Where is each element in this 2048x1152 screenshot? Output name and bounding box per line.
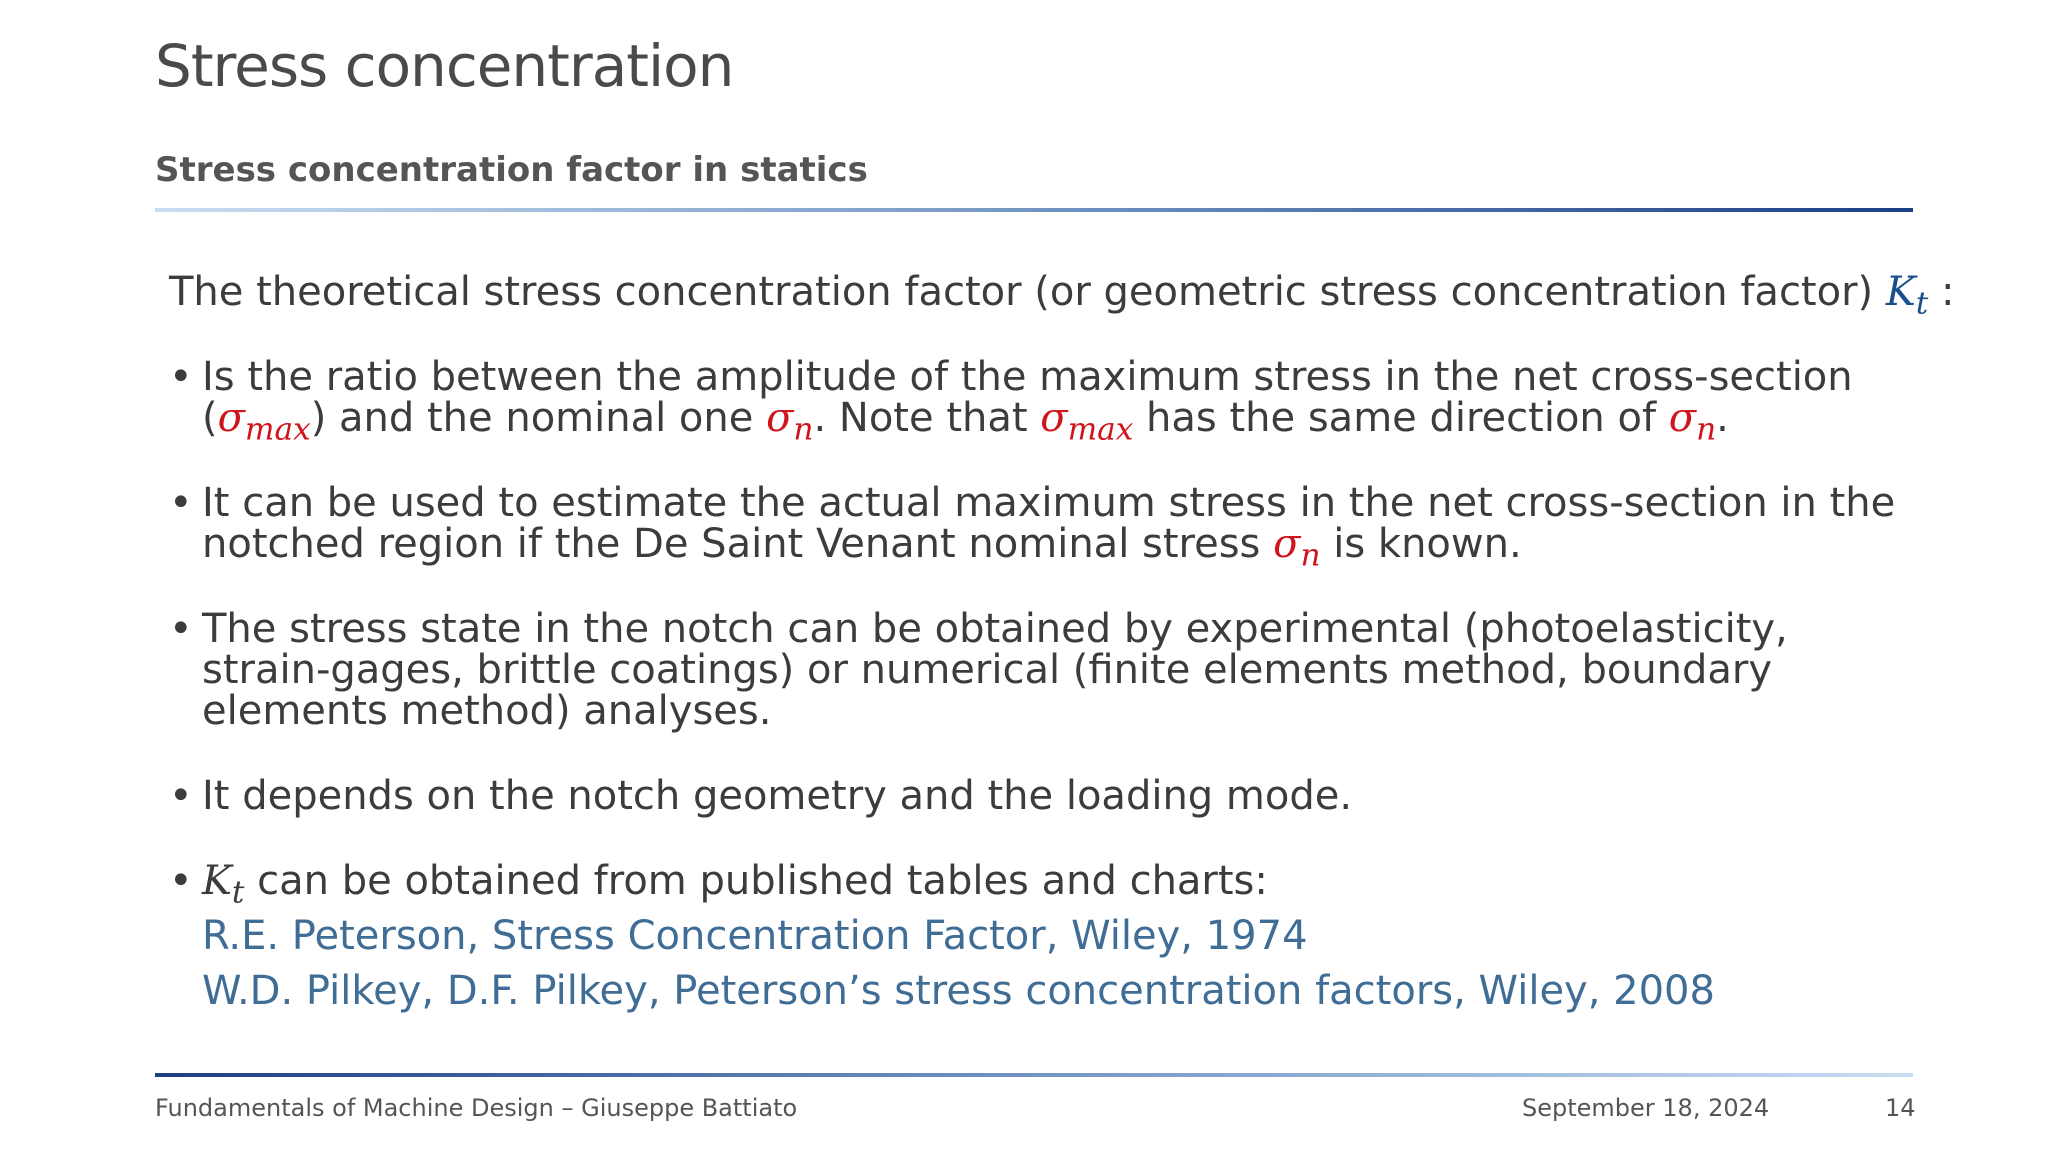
- bullet-item-methods: • The stress state in the notch can be obtained by experimental (photoelasticity, strain-gages, brittle coatings) or numerical (finite elements method, boundary elements method) analyses.: [169, 606, 1788, 734]
- bullet-item-estimate: • It can be used to estimate the actual maximum stress in the net cross-section in the notched region if the De Saint Venant nominal stress $\sigma_n$ is known.: [169, 480, 1896, 574]
- kt-symbol: $K_t$: [1885, 269, 1929, 322]
- sigma-max-symbol: $\sigma_{max}$: [217, 395, 311, 448]
- slide-title: Stress concentration: [155, 32, 734, 100]
- footer-course: Fundamentals of Machine Design – Giuseppe Battiato: [155, 1094, 798, 1122]
- slide-body: [169, 269, 1955, 1056]
- bullet-list: [169, 354, 1919, 1014]
- sigma-n-symbol: $\sigma_n$: [1668, 395, 1717, 448]
- bullet-item-sources: • $K_t$ can be obtained from published tables and charts: R.E. Peterson, Stress Concentration Factor, Wiley, 1974 W.D. Pilkey, D.F. Pilkey, Peterson’s stress concentration factors, Wiley, 2008: [169, 861, 1919, 1012]
- header-divider: [155, 208, 1913, 212]
- page-number: 14: [1885, 1094, 1916, 1122]
- bullet-marker: •: [169, 858, 193, 904]
- bullet-marker: •: [169, 606, 193, 652]
- sigma-max-symbol: $\sigma_{max}$: [1040, 395, 1134, 448]
- bullet-marker: •: [169, 354, 193, 400]
- intro-sentence: [169, 269, 1955, 322]
- bullet-marker: •: [169, 480, 193, 526]
- footer-divider: [155, 1073, 1913, 1077]
- kt-symbol: $K_t$: [202, 858, 245, 911]
- sigma-n-symbol: $\sigma_n$: [766, 395, 814, 448]
- sigma-n-symbol: $\sigma_n$: [1273, 521, 1321, 574]
- intro-text: The theoretical stress concentration factor (or geometric stress concentration factor): [169, 269, 1886, 315]
- reference-pilkey: W.D. Pilkey, D.F. Pilkey, Peterson’s stress concentration factors, Wiley, 2008: [202, 968, 1715, 1014]
- bullet-marker: •: [169, 773, 193, 819]
- bullet-item-ratio: • Is the ratio between the amplitude of the maximum stress in the net cross-section $(\sigma_{max})$ and the nominal one $\sigma_n$. Note that $\sigma_{max}$ has the same direction of $\sigma_n$.: [169, 354, 1853, 448]
- bullet-item-dependency: • It depends on the notch geometry and the loading mode.: [169, 773, 1353, 819]
- slide-subtitle: Stress concentration factor in statics: [155, 150, 868, 190]
- intro-suffix: :: [1928, 269, 1955, 315]
- reference-peterson: R.E. Peterson, Stress Concentration Factor, Wiley, 1974: [202, 913, 1308, 959]
- footer-date: September 18, 2024: [1522, 1094, 1770, 1122]
